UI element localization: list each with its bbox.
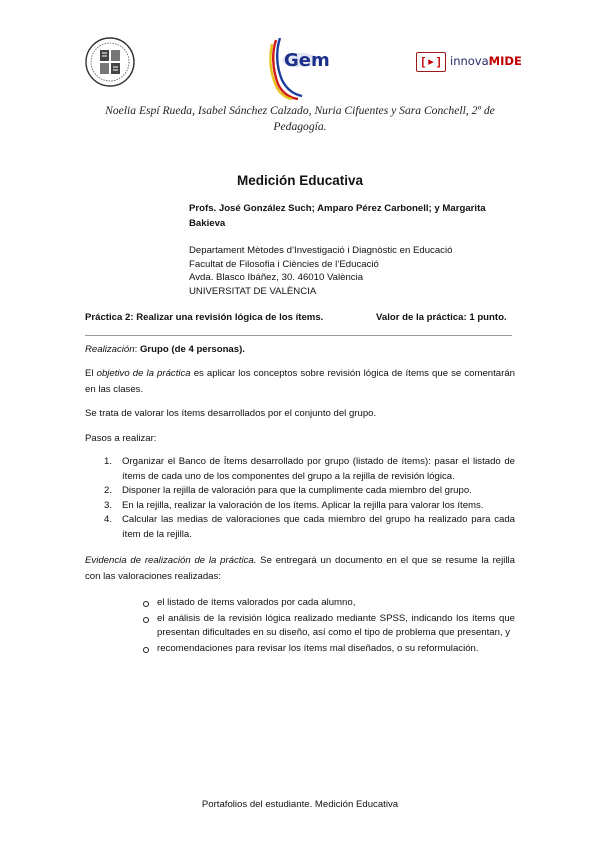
realizacion-label: Realización	[85, 344, 135, 355]
divider	[85, 335, 512, 336]
innovamide-prefix: innova	[450, 54, 489, 68]
bullet-text: recomendaciones para revisar los ítems mal diseñados, o su reformulación.	[157, 642, 479, 654]
innovamide-suffix: MIDE	[488, 54, 522, 68]
realizacion-paragraph	[85, 342, 515, 358]
university-line: UNIVERSITAT DE VALÈNCIA	[189, 285, 317, 297]
practica-heading: Práctica 2: Realizar una revisión lógica de los ítems.	[85, 312, 324, 323]
evidencia-emphasis: Evidencia de realización de la práctica.	[85, 555, 257, 566]
street-address-line: Avda. Blasco Ibáñez, 30. 46010 València	[189, 272, 364, 284]
list-item	[143, 596, 515, 611]
step-number: 2.	[104, 485, 113, 496]
department-line: Departament Mètodes d’Investigació i Diagnòstic en Educació	[189, 245, 453, 256]
step-number: 4.	[104, 514, 113, 525]
pasos-heading: Pasos a realizar:	[85, 433, 157, 444]
objetivo-paragraph	[85, 366, 515, 398]
gem-logo-text: Gem	[284, 50, 330, 71]
list-item	[85, 455, 515, 484]
step-text: Disponer la rejilla de valoración para que la cumplimente cada miembro del grupo.	[122, 485, 472, 496]
bullet-circle-icon	[143, 601, 149, 607]
step-number: 3.	[104, 499, 113, 511]
evidencia-post: Se entregará un documento en el que se resume la rejilla con las valoraciones realizadas:	[85, 555, 515, 582]
trata-paragraph: Se trata de valorar los ítems desarrollados por el conjunto del grupo.	[85, 408, 377, 419]
gem-logo-graphic	[262, 38, 342, 100]
list-item	[85, 484, 515, 499]
list-item	[143, 612, 515, 641]
objetivo-post: es aplicar los conceptos sobre revisión lógica de ítems que se comentarán en las clases.	[85, 368, 515, 395]
professors: Profs. José González Such; Amparo Pérez Carbonell; y Margarita Bakieva	[189, 203, 486, 229]
gem-logo	[262, 38, 342, 100]
list-item	[143, 642, 515, 657]
page-title: Medición Educativa	[236, 173, 364, 188]
list-item	[85, 513, 515, 542]
step-number: 1.	[104, 456, 113, 467]
step-text: Organizar el Banco de Ítems desarrollado por grupo (listado de ítems): pasar el listado de ítems de cada uno de los componentes del grupo a la rejilla de revisión lógica.	[122, 456, 515, 482]
steps-list	[85, 455, 515, 542]
objetivo-emphasis: objetivo de la práctica	[96, 368, 191, 379]
bullet-circle-icon	[143, 617, 149, 623]
evidencia-paragraph	[85, 553, 515, 585]
realizacion-colon: :	[134, 344, 138, 355]
innovamide-text	[450, 54, 522, 68]
deliverables-list	[143, 596, 515, 657]
department-address	[189, 244, 519, 298]
university-seal-logo	[84, 36, 136, 88]
bullet-text: el análisis de la revisión lógica realizado mediante SPSS, indicando los ítems que presentan dificultades en su diseño, así como el tipo de problema que presentan, y	[157, 612, 515, 638]
innovamide-bracket-icon: [ ▸ ]	[416, 52, 446, 72]
practica-value: Valor de la práctica: 1 punto.	[376, 312, 507, 323]
page-footer: Portafolios del estudiante. Medición Educativa	[201, 799, 399, 810]
list-item	[85, 499, 515, 514]
bullet-text: el listado de ítems valorados por cada alumno,	[157, 597, 356, 608]
step-text: Calcular las medias de valoraciones que cada miembro del grupo ha realizado para cada ítem de la rejilla.	[122, 514, 515, 540]
authors-line: Noelia Espí Rueda, Isabel Sánchez Calzado, Nuria Cifuentes y Sara Conchell, 2º de Pedagogía.	[105, 104, 495, 133]
realizacion-text: Grupo (de 4 personas).	[137, 344, 245, 355]
faculty-line: Facultat de Filosofia i Ciències de l’Educació	[189, 258, 379, 270]
step-text: En la rejilla, realizar la valoración de los ítems. Aplicar la rejilla para valorar los ítems.	[122, 499, 484, 511]
bullet-circle-icon	[143, 647, 149, 653]
objetivo-pre: El	[85, 368, 97, 379]
innovamide-logo	[416, 52, 522, 74]
